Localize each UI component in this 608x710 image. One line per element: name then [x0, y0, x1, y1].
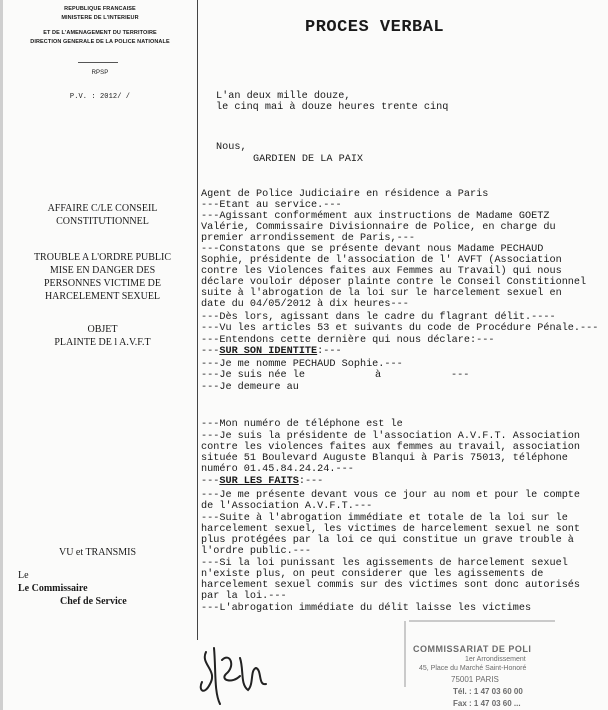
le-label: Le — [18, 570, 29, 581]
body-line: ---Dès lors, agissant dans le cadre du flagrant délit.---- — [201, 312, 556, 323]
stamp-line-5: Tél. : 1 47 03 60 00 — [453, 687, 523, 696]
header-republique: REPUBLIQUE FRANCAISE — [64, 6, 136, 12]
dashes: --- — [201, 346, 220, 357]
body-line: ---Agissant conformément aux instructions de Madame GOETZ — [201, 211, 550, 222]
facts-heading — [201, 476, 323, 487]
body-line: numéro 01.45.84.24.24.--- — [201, 464, 354, 475]
identity-heading-label: SUR SON IDENTITE — [219, 346, 318, 357]
body-line: Valérie, Commissaire Divisionnaire de Police, en charge du — [201, 222, 556, 233]
body-line: Sophie, présidente de l'association de l' AVFT (Association — [201, 255, 562, 266]
dashes: :--- — [317, 346, 342, 357]
body-line: par la loi.--- — [201, 591, 287, 602]
body-line: contre les violences faites aux femmes au travail, association — [201, 442, 581, 453]
body-line: ---Je demeure au — [201, 382, 299, 393]
body-line: ---Constatons que se présente devant nous Madame PECHAUD — [201, 244, 544, 255]
trouble-line-1: TROUBLE A L'ORDRE PUBLIC — [33, 252, 172, 263]
scan-edge — [0, 0, 3, 710]
commissariat-stamp — [395, 617, 565, 710]
body-line: ---Je me présente devant vous ce jour au nom et pour le compte — [201, 490, 581, 501]
header-amenagement: ET DE L'AMENAGEMENT DU TERRITOIRE — [43, 30, 157, 36]
stamp-line-6: Fax : 1 47 03 60 ... — [453, 699, 521, 708]
facts-heading-label: SUR LES FAITS — [219, 476, 299, 487]
objet-value: PLAINTE DE l A.V.F.T — [54, 337, 151, 348]
stamp-line-4: 75001 PARIS — [451, 675, 499, 684]
objet-heading: OBJET — [87, 324, 118, 335]
header-rule — [78, 62, 118, 63]
body-line: ---Etant au service.--- — [201, 200, 342, 211]
body-line: Agent de Police Judiciaire en résidence a Paris — [201, 189, 489, 200]
birth-place-label: à — [375, 370, 382, 381]
body-line: ---Vu les articles 53 et suivants du code de Procédure Pénale.--- — [201, 323, 599, 334]
signature-scribble — [196, 640, 276, 708]
column-divider — [197, 0, 198, 640]
chef-service-label: Chef de Service — [60, 596, 127, 607]
body-line: contre les Violences faites aux Femmes au Travail) qui nous — [201, 266, 562, 277]
body-line: ---Suite à l'abrogation immédiate et totale de la loi sur le — [201, 513, 568, 524]
dashes: --- — [451, 370, 470, 381]
body-line: ---Mon numéro de téléphone est le — [201, 419, 403, 430]
trouble-line-2: MISE EN DANGER DES — [49, 265, 156, 276]
trouble-line-3: PERSONNES VICTIME DE — [43, 278, 162, 289]
stamp-line-3: 45, Place du Marché Saint-Honoré — [419, 665, 527, 672]
header-code: RPSP — [91, 70, 109, 76]
body-line: plus protégées par la loi ce qui constitue un grave trouble à — [201, 535, 574, 546]
body-line: date du 04/05/2012 à dix heures--- — [201, 299, 409, 310]
body-line: située 51 Boulevard Auguste Blanqui à Paris 75013, téléphone — [201, 453, 568, 464]
body-line: harcelement sexuel, les victimes de harcelement sexuel ne sont — [201, 524, 581, 535]
stamp-line-1: COMMISSARIAT DE POLI — [413, 644, 532, 654]
vu-transmis: VU et TRANSMIS — [58, 547, 137, 558]
body-line: harcelement sexuel commis sur des victimes sont donc autorisés — [201, 580, 581, 591]
body-line: de l'Association A.V.F.T.--- — [201, 501, 373, 512]
pv-number: P.V. : 2012/ / — [69, 93, 131, 101]
birth-date-label: ---Je suis née le — [201, 370, 305, 381]
stamp-line-2: 1er Arrondissement — [465, 656, 526, 663]
body-line: ---Je me nomme PECHAUD Sophie.--- — [201, 359, 403, 370]
commissaire-label: Le Commissaire — [18, 583, 88, 594]
dashes: :--- — [298, 476, 324, 487]
identity-heading — [201, 346, 342, 357]
nous-label: Nous, — [216, 142, 247, 153]
body-line: l'ordre public.--- — [201, 546, 312, 557]
date-line-1: L'an deux mille douze, — [216, 91, 351, 102]
affaire-line-1: AFFAIRE C/LE CONSEIL — [47, 203, 158, 214]
date-line-2: le cinq mai à douze heures trente cinq — [216, 102, 449, 113]
stamp-border — [395, 617, 565, 710]
body-line: ---Je suis la présidente de l'association A.V.F.T. Association — [201, 431, 581, 442]
body-line: ---L'abrogation immédiate du délit laisse les victimes — [201, 603, 532, 614]
body-line: déclare vouloir déposer plainte contre le Conseil Constitionnel — [201, 277, 587, 288]
affaire-line-2: CONSTITUTIONNEL — [56, 216, 149, 227]
body-line: n'existe plus, on peut considerer que les agissements de — [201, 569, 544, 580]
birth-line — [201, 370, 470, 381]
trouble-line-4: HARCELEMENT SEXUEL — [44, 291, 161, 302]
page-title: PROCES VERBAL — [305, 18, 445, 37]
header-direction: DIRECTION GENERALE DE LA POLICE NATIONALE — [30, 39, 170, 45]
body-line: premier arrondissement de Paris,--- — [201, 233, 415, 244]
dashes: --- — [201, 476, 220, 487]
header-ministere: MINISTERE DE L'INTERIEUR — [61, 15, 139, 21]
rank-label: GARDIEN DE LA PAIX — [253, 154, 364, 165]
body-line: suite à l'abrogation de la loi sur le harcelement sexuel en — [201, 288, 562, 299]
body-line: ---Si la loi punissant les agissements de harcelement sexuel — [201, 558, 568, 569]
body-line: ---Entendons cette dernière qui nous déclare:--- — [201, 335, 495, 346]
